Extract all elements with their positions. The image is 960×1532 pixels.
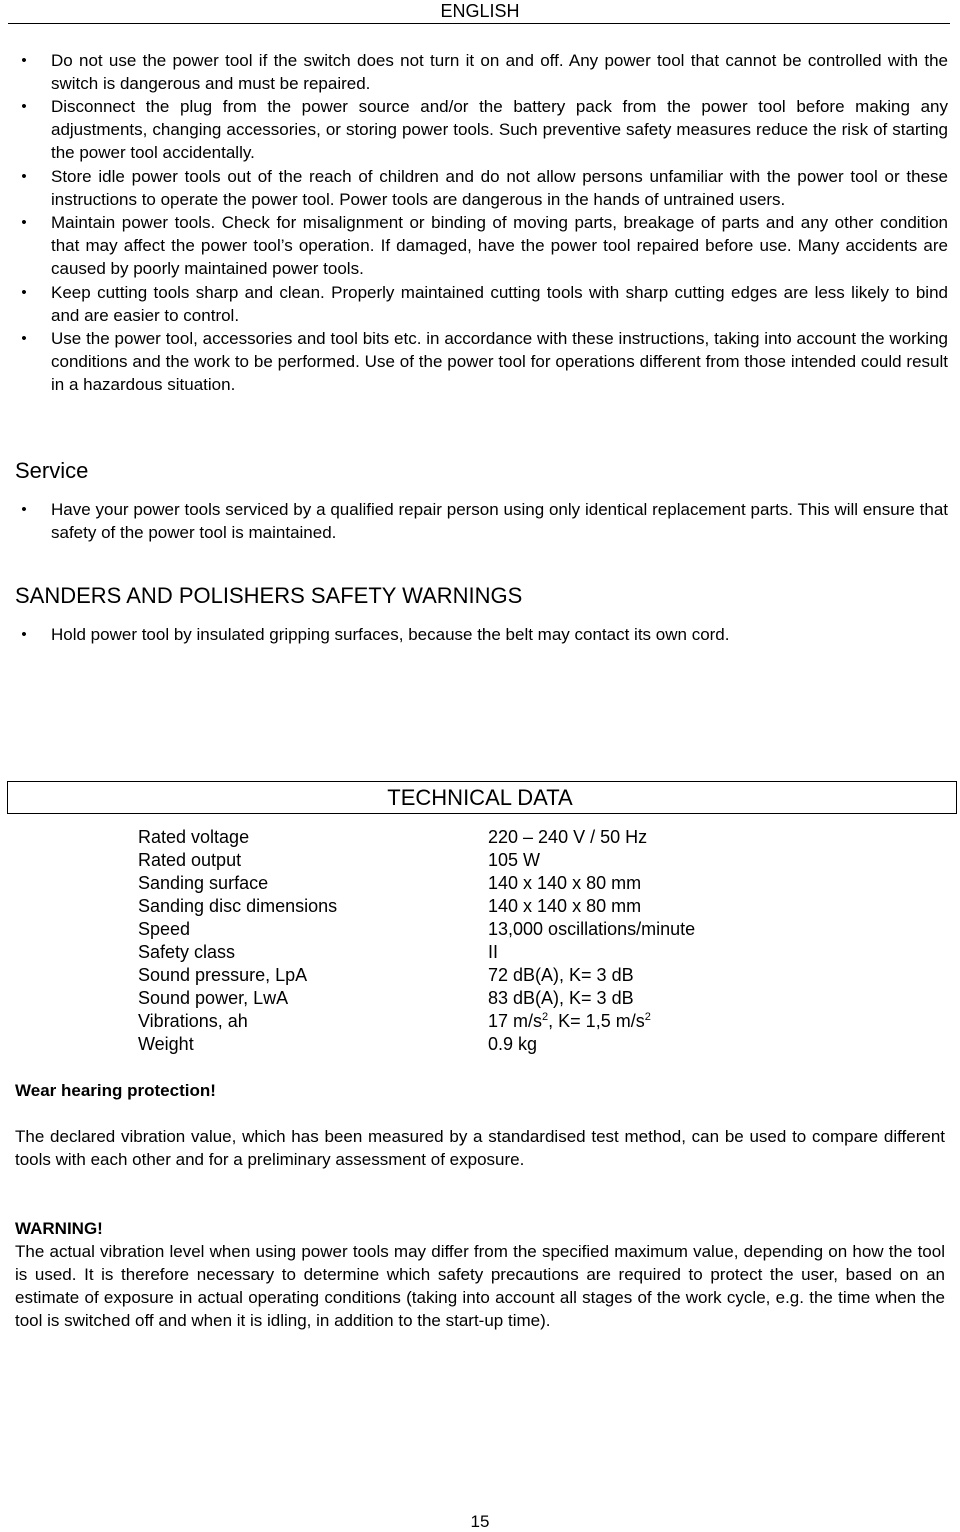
sanders-heading: SANDERS AND POLISHERS SAFETY WARNINGS — [15, 583, 523, 608]
bullet-icon: • — [21, 626, 27, 643]
service-heading: Service — [15, 458, 89, 483]
technical-data-title: TECHNICAL DATA — [387, 785, 573, 810]
list-item: • Keep cutting tools sharp and clean. Properly maintained cutting tools with sharp cutting edges are less likely to bind and are easier to control. — [14, 281, 948, 327]
hearing-protection-note: Wear hearing protection! — [15, 1081, 216, 1100]
page-number: 15 — [470, 1512, 490, 1531]
table-row: Weight 0.9 kg — [138, 1034, 538, 1054]
bullet-icon: • — [21, 214, 27, 231]
list-item: • Have your power tools serviced by a qualified repair person using only identical replacement parts. This will ensure that safety of the power tool is maintained. — [14, 498, 948, 544]
table-row: Sound power, LwA 83 dB(A), K= 3 dB — [138, 988, 634, 1008]
table-row: Rated output 105 W — [138, 850, 541, 870]
warning-title: WARNING! — [15, 1219, 103, 1238]
table-row: Vibrations, ah 17 $m/s^2$, K= 1,5 $m/s^2$ — [138, 1010, 838, 1033]
list-item: • Hold power tool by insulated gripping surfaces, because the belt may contact its own cord. — [14, 623, 948, 646]
bullet-icon: • — [21, 167, 27, 185]
list-item: • Maintain power tools. Check for misalignment or binding of moving parts, breakage of parts and any other condition that may affect the power tool’s operation. If damaged, have the power tool repaired before use. Many accidents are caused by poorly maintained power tools. — [14, 211, 948, 280]
bullet-icon: • — [21, 283, 27, 301]
table-row: Sanding disc dimensions 140 x 140 x 80 mm — [138, 896, 642, 916]
table-row: Safety class II — [138, 942, 499, 962]
sanders-list — [14, 623, 948, 646]
table-row: Sound pressure, LpA 72 dB(A), K= 3 dB — [138, 965, 634, 985]
technical-data-table — [138, 826, 838, 1056]
vibration-value: 17 $m/s^2$, K= 1,5 $m/s^2$ — [488, 1011, 651, 1031]
warning-text: The actual vibration level when using power tools may differ from the specified maximum value, depending on how the tool is used. It is therefore necessary to determine which safety precautions are required to protect the user, based on an estimate of exposure in actual operating conditions (taking into account all stages of the work cycle, e.g. the time when the tool is switched off and when it is idling, in addition to the start-up time). — [15, 1242, 945, 1330]
bullet-icon: • — [21, 330, 27, 347]
list-item: • Do not use the power tool if the switch does not turn it on and off. Any power tool that cannot be controlled with the switch is dangerous and must be repaired. — [14, 49, 948, 95]
general-safety-list — [14, 49, 948, 397]
table-row: Rated voltage 220 – 240 V / 50 Hz — [138, 827, 648, 847]
table-row: Speed 13,000 oscillations/minute — [138, 919, 696, 939]
bullet-icon: • — [21, 52, 27, 69]
vibration-note: The declared vibration value, which has been measured by a standardised test method, can be used to compare different tools with each other and for a preliminary assessment of exposure. — [15, 1127, 945, 1169]
list-item: • Store idle power tools out of the reach of children and do not allow persons unfamiliar with the power tool or these instructions to operate the power tool. Power tools are dangerous in the hands of untrained users. — [14, 165, 948, 211]
bullet-icon: • — [21, 501, 27, 518]
header-divider — [8, 23, 950, 24]
list-item: • Use the power tool, accessories and tool bits etc. in accordance with these instructions, taking into account the working conditions and the work to be performed. Use of the power tool for operations different from those intended could result in a hazardous situation. — [14, 327, 948, 396]
language-header: ENGLISH — [440, 1, 520, 21]
list-item: • Disconnect the plug from the power source and/or the battery pack from the power tool before making any adjustments, changing accessories, or storing power tools. Such preventive safety measures reduce the risk of starting the power tool accidentally. — [14, 95, 948, 164]
table-row: Sanding surface 140 x 140 x 80 mm — [138, 873, 642, 893]
service-list — [14, 498, 948, 544]
bullet-icon: • — [21, 98, 27, 115]
